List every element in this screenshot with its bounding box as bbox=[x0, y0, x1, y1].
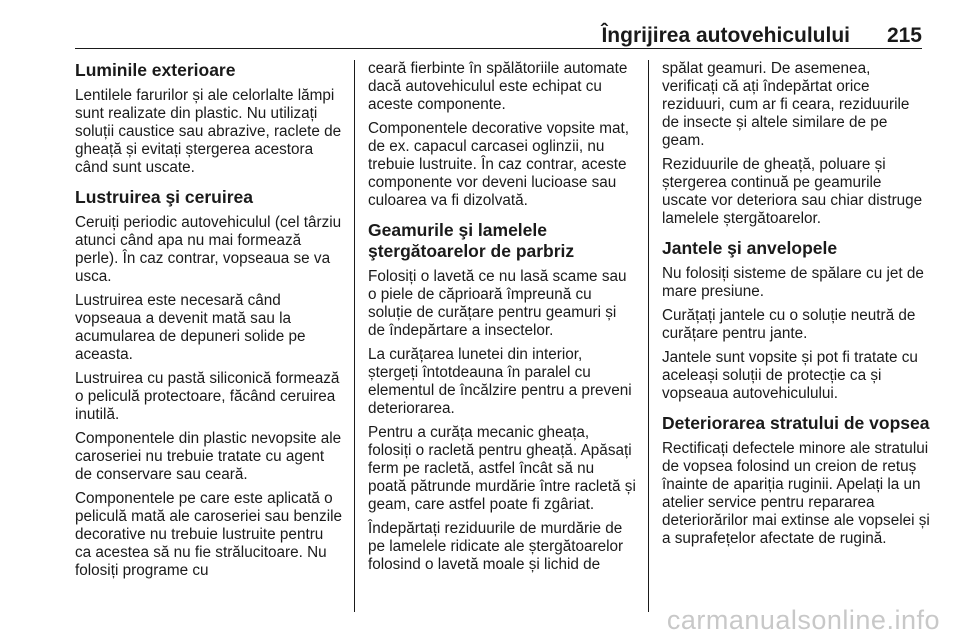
section-heading-exterior-lights: Luminile exterioare bbox=[75, 60, 236, 80]
paragraph: Reziduurile de gheață, poluare și ștergerea continuă pe geamurile uscate vor deteriora sau chiar distruge lamelele ștergătoarelor. bbox=[662, 156, 923, 227]
watermark: carmanualsonline.info bbox=[666, 605, 940, 635]
paragraph: Componentele din plastic nevopsite ale caroseriei nu trebuie tratate cu agent de conservare sau ceară. bbox=[75, 430, 342, 483]
section-heading-windows-wipers: Geamurile şi lamelele ştergătoarelor de parbriz bbox=[368, 220, 575, 261]
paragraph: Folosiți o lavetă ce nu lasă scame sau o piele de căprioară împreună cu soluție de curățare pentru geamuri și de îndepărtare a insectelor. bbox=[368, 268, 627, 339]
column-1 bbox=[75, 60, 343, 586]
section-heading-wheels-tyres: Jantele şi anvelopele bbox=[662, 238, 838, 258]
paragraph: Curățați jantele cu o soluție neutră de curățare pentru jante. bbox=[662, 307, 916, 342]
section-heading-polishing: Lustruirea şi ceruirea bbox=[75, 187, 253, 207]
paragraph: Lustruirea este necesară când vopseaua a devenit mată sau la acumularea de depuneri solide pe aceasta. bbox=[75, 292, 306, 363]
column-3 bbox=[662, 60, 930, 554]
paragraph: Nu folosiți sisteme de spălare cu jet de mare presiune. bbox=[662, 265, 924, 300]
section-heading-paint-damage: Deteriorarea stratului de vopsea bbox=[662, 413, 930, 433]
page-number: 215 bbox=[886, 24, 922, 47]
paragraph: Ceruiți periodic autovehiculul (cel târziu atunci când apa nu mai formează perle). În caz contrar, vopseaua se va usca. bbox=[75, 214, 342, 285]
paragraph: Îndepărtați reziduurile de murdărie de pe lamelele ridicate ale ștergătoarelor folosind o lavetă moale și lichid de bbox=[368, 520, 624, 573]
paragraph: ceară fierbinte în spălătoriile automate dacă autovehiculul este echipat cu aceste componente. bbox=[368, 60, 628, 113]
paragraph: Lustruirea cu pastă siliconică formează o peliculă protectoare, făcând ceruirea inutilă. bbox=[75, 370, 340, 423]
column-2 bbox=[368, 60, 636, 580]
paragraph: Rectificați defectele minore ale stratului de vopsea folosind un creion de retuș înainte de apariția ruginii. Apelați la un atelier service pentru repararea deteriorărilor mai extinse ale vopselei și a suprafețelor afectate de rugină. bbox=[662, 440, 930, 547]
paragraph: La curățarea lunetei din interior, ștergeți întotdeauna în paralel cu elementul de încălzire pentru a preveni deteriorarea. bbox=[368, 346, 632, 417]
paragraph: Lentilele farurilor și ale celorlalte lămpi sunt realizate din plastic. Nu utilizați soluții caustice sau abrazive, raclete de gheață și evitați ștergerea acestora când sunt uscate. bbox=[75, 87, 342, 176]
paragraph: Jantele sunt vopsite și pot fi tratate cu aceleași soluții de protecție ca și vopseaua autovehiculului. bbox=[662, 349, 918, 402]
chapter-title: Îngrijirea autovehiculului bbox=[601, 24, 850, 47]
paragraph: Pentru a curăța mecanic gheața, folosiți o racletă pentru gheață. Apăsați ferm pe racletă, astfel încât să nu poată pătrunde murdărie între racletă și geam, care astfel poate fi zgâriat. bbox=[368, 424, 636, 513]
page-header bbox=[75, 14, 922, 49]
column-divider bbox=[648, 60, 649, 612]
paragraph: Componentele pe care este aplicată o peliculă mată ale caroseriei sau benzile decorative nu trebuie lustruite pentru ca acestea să nu fie strălucitoare. Nu folosiți programe cu bbox=[75, 490, 342, 579]
column-divider bbox=[354, 60, 355, 612]
paragraph: Componentele decorative vopsite mat, de ex. capacul carcasei oglinzii, nu trebuie lustruite. În caz contrar, aceste componente vor deveni lucioase sau culoarea va fi dizolvată. bbox=[368, 120, 630, 209]
paragraph: spălat geamuri. De asemenea, verificați că ați îndepărtat orice reziduuri, cum ar fi ceara, reziduurile de insecte și altele similare de pe geam. bbox=[662, 60, 910, 149]
